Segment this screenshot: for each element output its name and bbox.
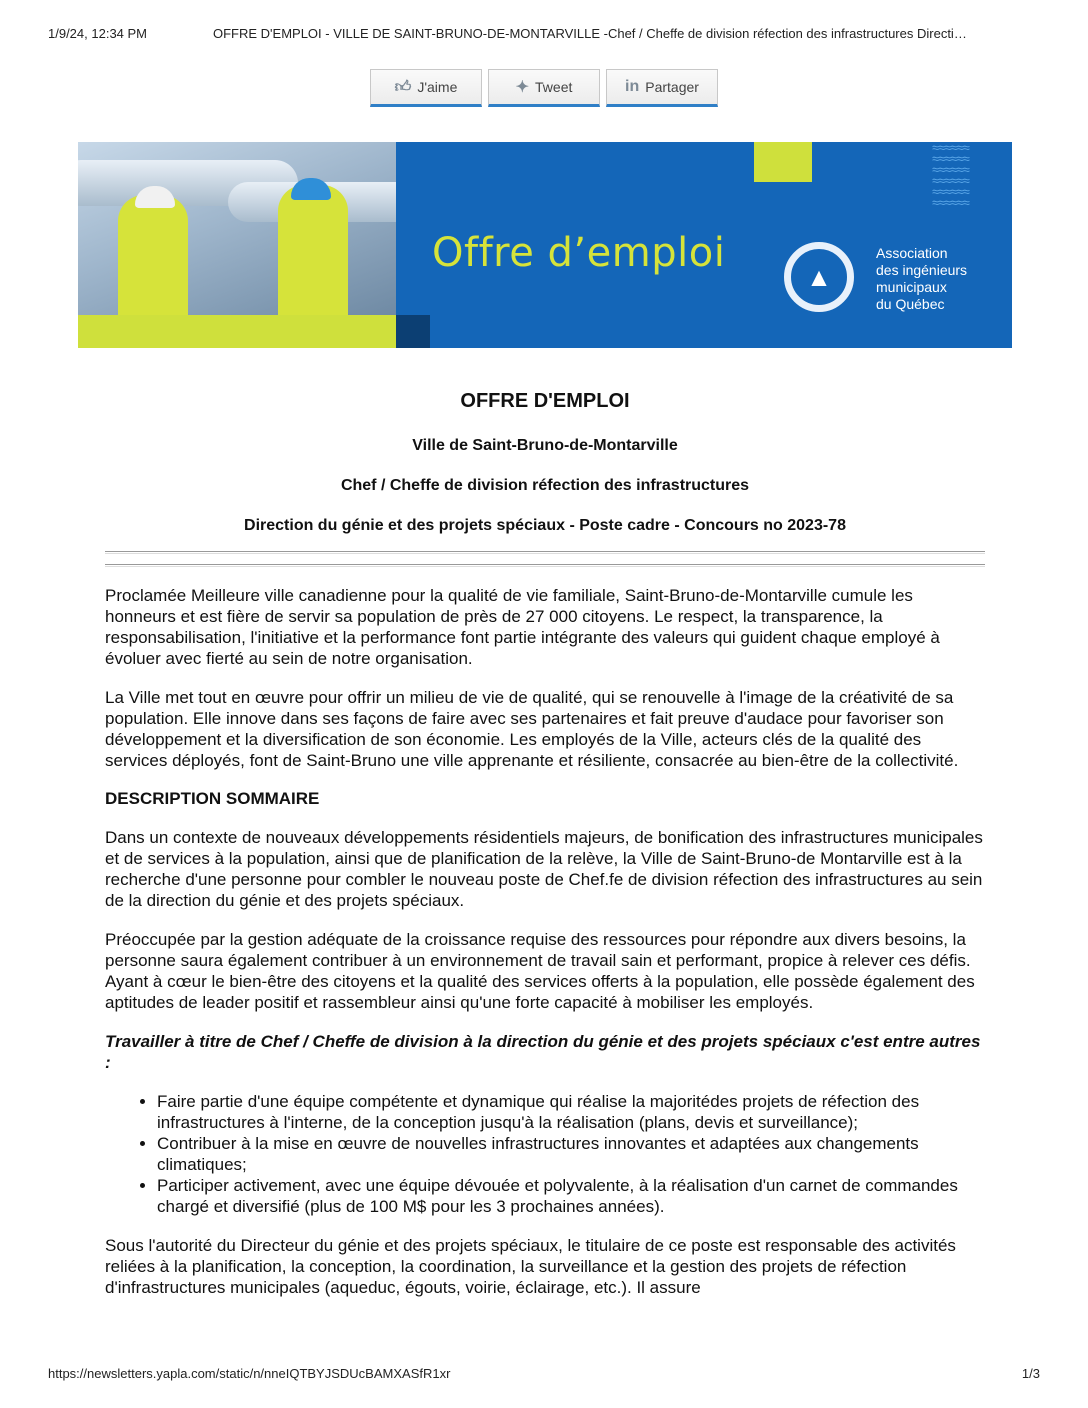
position-title: Chef / Cheffe de division réfection des infrastructures bbox=[340, 477, 750, 494]
banner-photo bbox=[78, 142, 396, 315]
share-button[interactable] bbox=[606, 69, 718, 107]
divider bbox=[105, 564, 985, 567]
banner-accent-bar bbox=[78, 315, 430, 348]
page-title: OFFRE D'EMPLOI bbox=[460, 390, 630, 412]
description-paragraph: Préoccupée par la gestion adéquate de la croissance requise des ressources pour répondre aux divers besoins, la personne saura également contribuer à un environnement de travail sain et performant, propice à relever ces défis. Ayant à cœur le bien-être des citoyens et la qualité des services offerts à la population, elle possède également des aptitudes de leader positif et rassembleur ainsi qu'une forte capacité à mobiliser les employés. bbox=[105, 930, 975, 1012]
tweet-button[interactable] bbox=[488, 69, 600, 107]
tweet-label: Tweet bbox=[535, 79, 573, 95]
page-url[interactable]: https://newsletters.yapla.com/static/n/nneIQTBYJSDUcBAMXASfR1xr bbox=[48, 1366, 451, 1381]
responsibility-paragraph: Sous l'autorité du Directeur du génie et des projets spéciaux, le titulaire de ce poste est responsable des activités reliées à la planification, la conception, la coordination, la surveillance et la gestion des projets de réfection d'infrastructures municipales (aqueduc, égouts, voirie, éclairage, etc.). Il assure bbox=[105, 1236, 956, 1297]
page-number: 1/3 bbox=[1021, 1366, 1040, 1381]
like-label: J'aime bbox=[417, 79, 458, 95]
banner-accent-square bbox=[396, 315, 430, 348]
list-item: • Participer activement, avec une équipe dévouée et polyvalente, à la réalisation d'un carnet de commandes chargé et diversifié (plus de 100 M$ pour les 3 prochaines années). bbox=[157, 1175, 985, 1217]
list-item: • Faire partie d'une équipe compétente et dynamique qui réalise la majoritédes projets de réfection des infrastructures à l'interne, de la conception jusqu'à la réalisation (plans, devis et surveillance); bbox=[157, 1091, 985, 1133]
job-posting bbox=[105, 390, 985, 1316]
intro-paragraph: La Ville met tout en œuvre pour offrir un milieu de vie de qualité, qui se renouvelle à l'image de la créativité de sa population. Elle innove dans ses façons de faire avec ses partenaires et fait preuve d'audace pour favoriser son développement et la diversification de son économie. Les employés de la Ville, acteurs clés de la qualité des services déployés, font de Saint-Bruno une ville apprenante et résiliente, consacrée au bien-être de la collectivité. bbox=[105, 688, 959, 770]
share-label: Partager bbox=[645, 79, 699, 95]
section-heading: DESCRIPTION SOMMAIRE bbox=[105, 789, 320, 808]
divider bbox=[105, 551, 985, 554]
share-bar bbox=[370, 69, 718, 107]
role-bullet-list bbox=[139, 1091, 985, 1217]
wave-pattern: ≈≈≈≈≈≈ ≈≈≈≈≈≈ ≈≈≈≈≈≈ ≈≈≈≈≈≈ ≈≈≈≈≈≈ ≈≈≈≈≈≈ bbox=[932, 142, 969, 210]
list-item: • Contribuer à la mise en œuvre de nouvelles infrastructures innovantes et adaptées aux changements climatiques; bbox=[157, 1133, 985, 1175]
job-banner bbox=[78, 142, 1012, 348]
bird-icon: ✦ bbox=[515, 79, 530, 96]
aimq-logo-mark: ▲ bbox=[806, 262, 832, 292]
employer-name: Ville de Saint-Bruno-de-Montarville bbox=[412, 437, 678, 454]
print-footer bbox=[48, 1366, 1040, 1384]
role-lead: Travailler à titre de Chef / Cheffe de division à la direction du génie et des projets spéciaux c'est entre autres : bbox=[105, 1032, 981, 1072]
association-name: Association des ingénieurs municipaux du Québec bbox=[876, 245, 968, 312]
description-paragraph: Dans un contexte de nouveaux développements résidentiels majeurs, de bonification des infrastructures municipales et de services à la population, ainsi que de planification de la relève, la Ville de Saint-Bruno-de Montarville est à la recherche d'une personne pour combler le nouveau poste de Chef.fe de division réfection des infrastructures au sein de la direction du génie et des projets spéciaux. bbox=[105, 828, 983, 910]
print-page-title: OFFRE D'EMPLOI - VILLE DE SAINT-BRUNO-DE-MONTARVILLE -Chef / Cheffe de division réfection des infrastructures Directi… bbox=[213, 26, 967, 41]
linkedin-icon: in bbox=[625, 78, 640, 95]
banner-accent-square-top bbox=[754, 142, 812, 182]
department-line: Direction du génie et des projets spéciaux - Poste cadre - Concours no 2023-78 bbox=[244, 517, 846, 534]
banner-headline: Offre d’emploi bbox=[432, 230, 726, 276]
intro-paragraph: Proclamée Meilleure ville canadienne pour la qualité de vie familiale, Saint-Bruno-de-Montarville cumule les honneurs et est fière de servir sa population de près de 27 000 citoyens. Le respect, la transparence, la responsabilisation, l'initiative et la performance font partie intégrante des valeurs qui guident chaque employé à évoluer avec fierté au sein de notre organisation. bbox=[105, 586, 940, 668]
thumbs-up-icon: 👍︎ bbox=[394, 78, 412, 96]
print-date: 1/9/24, 12:34 PM bbox=[48, 26, 148, 41]
print-header bbox=[48, 26, 1040, 44]
like-button[interactable] bbox=[370, 69, 482, 107]
